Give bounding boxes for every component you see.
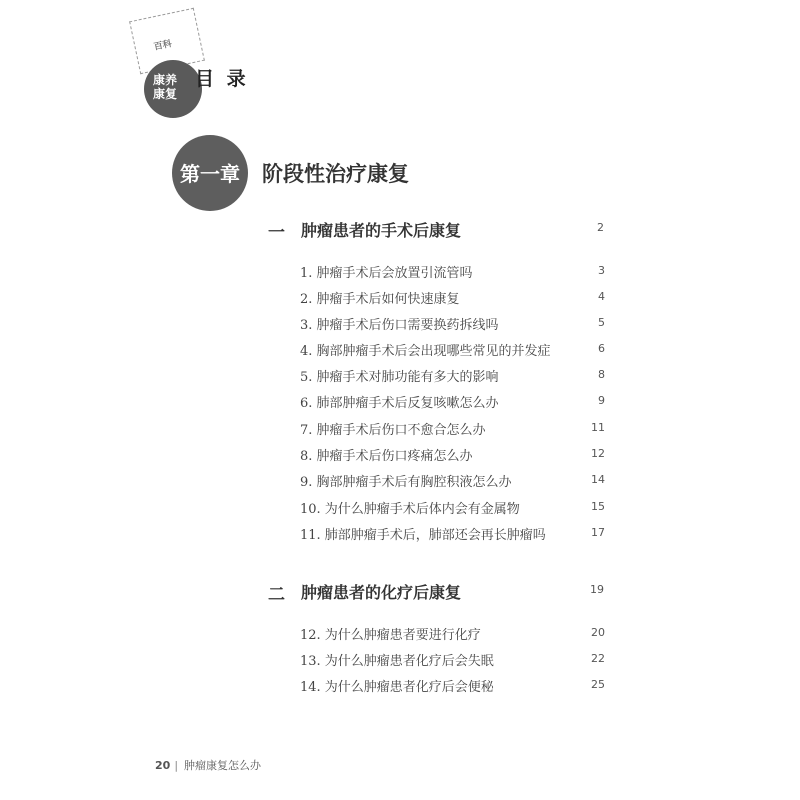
logo-badge <box>144 60 202 118</box>
toc-entry[interactable] <box>300 445 605 465</box>
footer-book-title: 肿瘤康复怎么办 <box>184 759 262 772</box>
section-title: 肿瘤患者的手术后康复 <box>301 221 462 240</box>
toc-entry[interactable] <box>300 419 605 439</box>
toc-entry-title: 12. 为什么肿瘤患者要进行化疗 <box>300 628 481 643</box>
toc-entry-title: 8. 肿瘤手术后伤口疼痛怎么办 <box>300 449 473 464</box>
toc-entry[interactable] <box>300 524 605 544</box>
toc-entry-title: 2. 肿瘤手术后如何快速康复 <box>300 292 460 307</box>
toc-entry-title: 4. 胸部肿瘤手术后会出现哪些常见的并发症 <box>300 344 551 359</box>
toc-entry-title: 14. 为什么肿瘤患者化疗后会便秘 <box>300 680 494 695</box>
logo-line-2: 康复 <box>153 87 178 101</box>
toc-entry-page: 20 <box>591 626 605 639</box>
footer-page-number: 20 <box>155 759 171 772</box>
toc-entry[interactable] <box>300 471 605 491</box>
section-page-number: 2 <box>597 221 604 234</box>
toc-entry[interactable] <box>300 314 605 334</box>
logo-stamp-text: 百科 <box>153 39 173 53</box>
section-number: 一 <box>268 223 285 243</box>
footer-separator: | <box>174 759 179 772</box>
toc-entry-title: 9. 胸部肿瘤手术后有胸腔积液怎么办 <box>300 475 512 490</box>
toc-entry[interactable] <box>300 288 605 308</box>
toc-entry-page: 8 <box>598 368 605 381</box>
book-series-logo <box>128 14 204 100</box>
page-footer <box>155 757 261 773</box>
logo-line-1: 康养 <box>153 73 178 87</box>
toc-entry-title: 11. 肺部肿瘤手术后，肺部还会再长肿瘤吗 <box>300 528 546 543</box>
section-page-number: 19 <box>590 583 604 596</box>
toc-entry[interactable] <box>300 366 605 386</box>
toc-entry[interactable] <box>300 624 605 644</box>
chapter-title: 阶段性治疗康复 <box>262 162 409 186</box>
section-title: 肿瘤患者的化疗后康复 <box>301 583 462 602</box>
toc-entry-title: 5. 肿瘤手术对肺功能有多大的影响 <box>300 370 499 385</box>
toc-entry-page: 11 <box>591 421 605 434</box>
page-title: 目 录 <box>195 68 249 90</box>
toc-entry-page: 12 <box>591 447 605 460</box>
toc-entry-page: 9 <box>598 394 605 407</box>
toc-entry[interactable] <box>300 498 605 518</box>
section-number: 二 <box>268 585 285 605</box>
toc-entry[interactable] <box>300 650 605 670</box>
toc-entry-page: 15 <box>591 500 605 513</box>
toc-entry-page: 3 <box>598 264 605 277</box>
toc-entry[interactable] <box>300 392 605 412</box>
toc-entry-title: 1. 肿瘤手术后会放置引流管吗 <box>300 266 473 281</box>
toc-entry-title: 3. 肿瘤手术后伤口需要换药拆线吗 <box>300 318 499 333</box>
toc-entry-page: 4 <box>598 290 605 303</box>
toc-entry[interactable] <box>300 262 605 282</box>
toc-entry-page: 14 <box>591 473 605 486</box>
toc-entry-page: 22 <box>591 652 605 665</box>
toc-entry-page: 17 <box>591 526 605 539</box>
toc-entry-title: 10. 为什么肿瘤手术后体内会有金属物 <box>300 502 520 517</box>
toc-entry-title: 6. 肺部肿瘤手术后反复咳嗽怎么办 <box>300 396 499 411</box>
toc-entry[interactable] <box>300 340 605 360</box>
toc-entry[interactable] <box>300 676 605 696</box>
toc-entry-title: 7. 肿瘤手术后伤口不愈合怎么办 <box>300 423 486 438</box>
toc-entry-page: 25 <box>591 678 605 691</box>
toc-entry-page: 5 <box>598 316 605 329</box>
toc-entry-title: 13. 为什么肿瘤患者化疗后会失眠 <box>300 654 494 669</box>
toc-entry-page: 6 <box>598 342 605 355</box>
chapter-label: 第一章 <box>180 162 240 186</box>
